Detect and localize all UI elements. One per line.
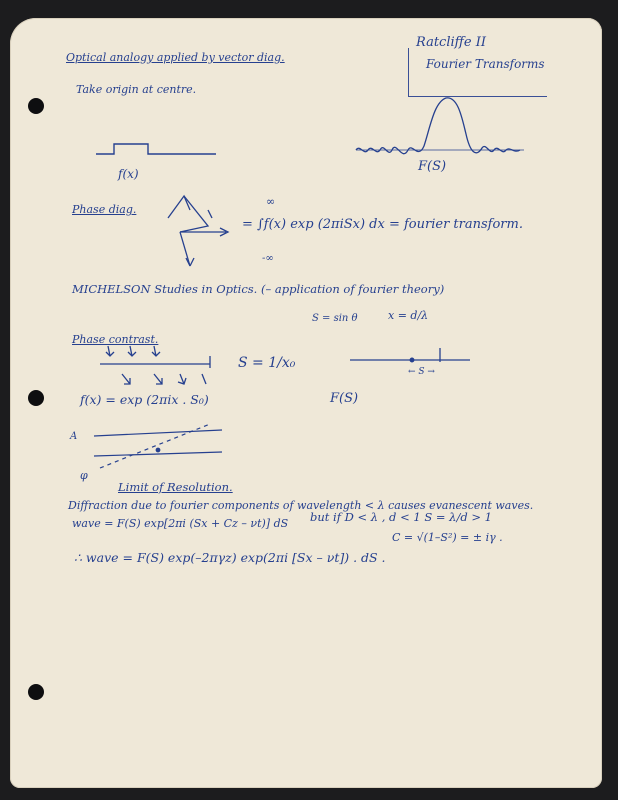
s-eq-sin: S = sin θ bbox=[312, 313, 358, 324]
page-title: Optical analogy applied by vector diag. bbox=[66, 51, 285, 64]
header-title: Ratcliffe II bbox=[416, 35, 486, 50]
phase-angle-sketch bbox=[94, 424, 222, 468]
phi-label: φ bbox=[80, 469, 88, 482]
limit-of-resolution-heading: Limit of Resolution. bbox=[118, 480, 233, 494]
header-subtitle: Fourier Transforms bbox=[426, 57, 545, 71]
michelson-reference: MICHELSON Studies in Optics. (– application of fourier theory) bbox=[72, 282, 445, 296]
sketches bbox=[10, 18, 602, 788]
but-if-condition: but if D < λ , d < 1 S = λ/d > 1 bbox=[310, 510, 492, 524]
integral-lower-limit: -∞ bbox=[262, 253, 274, 264]
f-x-label: f(x) bbox=[118, 167, 139, 181]
therefore-wave-equation: ∴ wave = F(S) exp(–2πγz) exp(2πi [Sx – νt]) . dS . bbox=[74, 550, 386, 565]
wave-equation: wave = F(S) exp[2πi (Sx + Cz – νt)] dS bbox=[72, 517, 289, 530]
x-eq-d-lambda: x = d/λ bbox=[388, 309, 429, 322]
pulse-sketch bbox=[96, 144, 216, 154]
phase-vector-diagram bbox=[168, 196, 228, 266]
phase-contrast-sketch bbox=[100, 346, 210, 384]
A-label: A bbox=[70, 431, 78, 442]
diffraction-text: Diffraction due to fourier components of wavelength < λ causes evanescent waves. bbox=[68, 499, 534, 512]
notebook-page bbox=[10, 18, 602, 788]
s-arrow-label: ← S → bbox=[408, 367, 435, 377]
fourier-plane-sketch bbox=[350, 348, 470, 362]
integral-equation: = ∫f(x) exp (2πiSx) dx = fourier transform. bbox=[242, 217, 523, 232]
origin-note: Take origin at centre. bbox=[76, 83, 197, 96]
f-x-equation: f(x) = exp (2πix . S₀) bbox=[80, 392, 209, 407]
c-equation: C = √(1–S²) = ± iγ . bbox=[392, 531, 503, 544]
integral-upper-limit: ∞ bbox=[266, 195, 276, 208]
s-eq-1-over-x: S = 1/x₀ bbox=[238, 355, 296, 371]
phase-diag-label: Phase diag. bbox=[72, 203, 137, 216]
F-S-label: F(S) bbox=[418, 159, 447, 174]
phase-contrast-label: Phase contrast. bbox=[72, 333, 159, 346]
F-S-second-label: F(S) bbox=[330, 391, 359, 406]
sinc-sketch bbox=[356, 98, 520, 154]
